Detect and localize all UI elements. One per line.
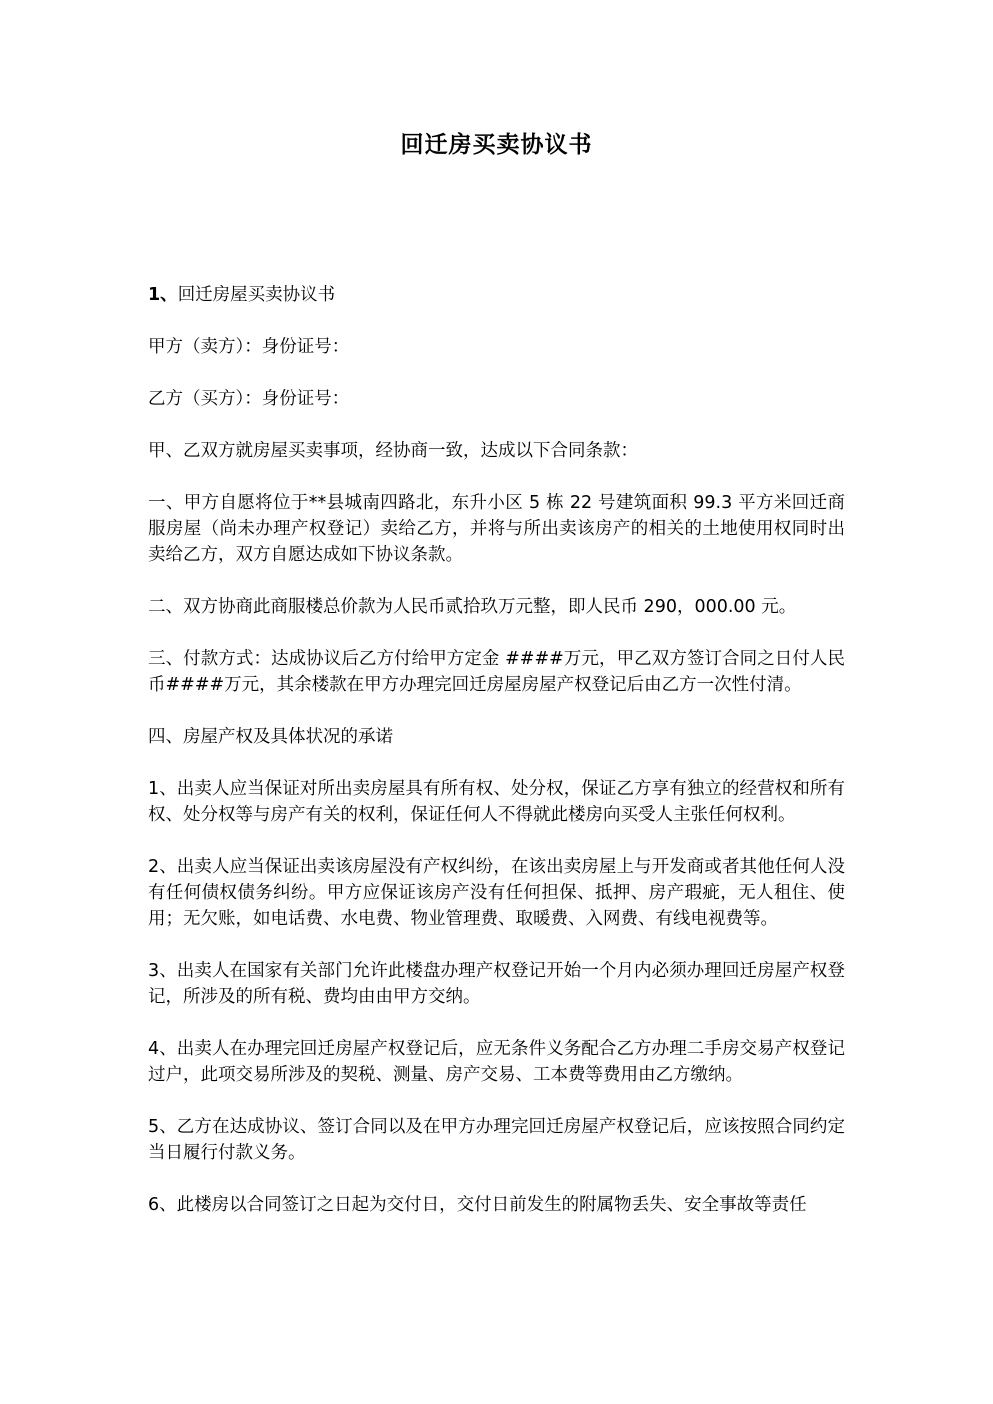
paragraph-preamble: 甲、乙双方就房屋买卖事项，经协商一致，达成以下合同条款： [148,441,638,461]
document-body [148,282,845,1218]
paragraph-promise-2: 2、出卖人应当保证出卖该房屋没有产权纠纷，在该出卖房屋上与开发商或者其他任何人没有任何债权债务纠纷。甲方应保证该房产没有任何担保、抵押、房产瑕疵，无人租住、使用；无欠账，如电话费、水电费、物业管理费、取暖费、入网费、有线电视费等。 [148,857,845,929]
paragraph-promise-1: 1、出卖人应当保证对所出卖房屋具有所有权、处分权，保证乙方享有独立的经营权和所有权、处分权等与房产有关的权利，保证任何人不得就此楼房向买受人主张任何权利。 [148,779,845,825]
section-heading [148,282,845,308]
paragraph-clause-4-heading: 四、房屋产权及具体状况的承诺 [148,727,393,747]
paragraph-promise-4: 4、出卖人在办理完回迁房屋产权登记后，应无条件义务配合乙方办理二手房交易产权登记过户，此项交易所涉及的契税、测量、房产交易、工本费等费用由乙方缴纳。 [148,1039,845,1085]
document-title: 回迁房买卖协议书 [400,132,593,158]
paragraph-clause-1: 一、甲方自愿将位于**县城南四路北，东升小区 5 栋 22 号建筑面积 99.3 平方米回迁商服房屋（尚未办理产权登记）卖给乙方，并将与所出卖该房产的相关的土地使用权同时出卖给乙方，双方自愿达成如下协议条款。 [148,493,845,565]
paragraph-promise-6: 6、此楼房以合同签订之日起为交付日，交付日前发生的附属物丢失、安全事故等责任 [148,1195,807,1215]
paragraph-promise-3: 3、出卖人在国家有关部门允许此楼盘办理产权登记开始一个月内必须办理回迁房屋产权登记，所涉及的所有税、费均由由甲方交纳。 [148,961,845,1007]
paragraph-clause-2: 二、双方协商此商服楼总价款为人民币贰拾玖万元整，即人民币 290，000.00 元。 [148,597,797,617]
paragraph-clause-3: 三、付款方式：达成协议后乙方付给甲方定金 ####万元，甲乙双方签订合同之日付人民币####万元，其余楼款在甲方办理完回迁房屋房屋产权登记后由乙方一次性付清。 [148,649,845,695]
section-heading-number: 1、 [148,285,178,305]
section-heading-text: 回迁房屋买卖协议书 [177,285,336,305]
paragraph-promise-5: 5、乙方在达成协议、签订合同以及在甲方办理完回迁房屋产权登记后，应该按照合同约定当日履行付款义务。 [148,1117,845,1163]
paragraph-party-b: 乙方（买方）：身份证号： [148,389,350,409]
paragraph-party-a: 甲方（卖方）：身份证号： [148,337,350,357]
